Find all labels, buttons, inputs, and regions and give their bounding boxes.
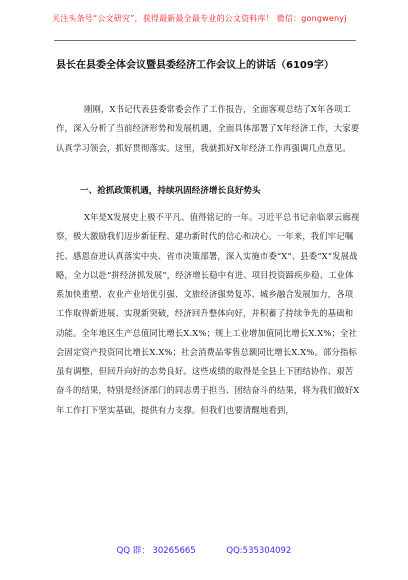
section-1-paragraph: X年是X发展史上极不平凡、值得铭记的一年。习近平总书记亲临翠云廊视察，极大激励我们迈步新征程、建功新时代的信心和决心。一年来，我们牢记嘱托、感恩奋进认真落实中央、省市决策部署，深入实施市委“X”、县委“X”发展战略，全力以赴“拼经济抓发展”，经济增长稳中有进、项目投资蹄疾步稳、工业体系加快重塑、农业产业培优引强、文旅经济强势复苏、城乡融合发展加力，各项工作取得新进展、实现新突破，经济回升整体向好，并积蓄了持续争先的基础和动能。全年地区生产总值同比增长X.X%；规上工业增加值同比增长X.X%；全社会固定资产投资同比增长X.X%；社会消费品零售总额同比增长X.X%。部分指标虽有调整，但回升向好的态势良好。这些成绩的取得是全县上下团结协作、艰苦奋斗的结果，特别是经济部门的同志勇于担当、团结奋斗的结果，将为我们做好X年工作打下坚实基础，提供有力支撑。但我们也要清醒地看到， xyxy=(56,212,360,415)
footer-qq-group: QQ 群： 30265665 xyxy=(116,546,196,556)
header-divider xyxy=(54,40,356,41)
header-banner: 关注头条号“公文研究”，获得最新最全最专业的公文资料库！ 微信：gongwenyj xyxy=(52,14,347,23)
footer-qq-number: QQ:535304092 xyxy=(226,546,292,556)
intro-paragraph: 刚刚，X书记代表县委常委会作了工作报告，全面客观总结了X年各项工作，深入分析了当前经济形势和发展机遇，全面具体部署了X年经济工作，大家要认真学习领会，抓好贯彻落实。这里，我就抓好X年经济工作再强调几点意见。 xyxy=(56,104,360,153)
footer-contact xyxy=(0,545,408,557)
document-title: 县长在县委全体会议暨县委经济工作会议上的讲话（6109字） xyxy=(56,60,334,71)
section-heading-1: 一、抢抓政策机遇，持续巩固经济增长良好势头 xyxy=(80,186,261,196)
